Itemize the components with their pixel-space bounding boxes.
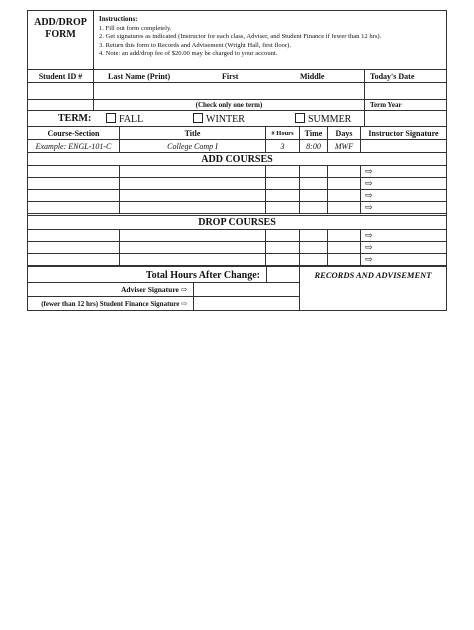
todays-date-header: Today's Date bbox=[364, 69, 447, 83]
arrow-right-icon: ⇨ bbox=[365, 178, 373, 188]
summer-checkbox[interactable] bbox=[295, 113, 305, 123]
winter-checkbox[interactable] bbox=[193, 113, 203, 123]
name-header bbox=[93, 69, 365, 83]
student-name-field[interactable] bbox=[93, 82, 365, 100]
title-box bbox=[27, 10, 94, 70]
instruction-3: 3. Return this form to Records and Advisement (Wright Hall, first floor). bbox=[99, 41, 292, 49]
drop-course-cell[interactable] bbox=[327, 253, 361, 266]
drop-course-signature-cell[interactable] bbox=[360, 253, 447, 266]
instructions-heading: Instructions: bbox=[99, 15, 138, 23]
arrow-right-icon: ⇨ bbox=[365, 242, 373, 252]
col-title: Title bbox=[119, 126, 266, 140]
add-course-cell[interactable] bbox=[327, 201, 361, 214]
student-id-field[interactable] bbox=[27, 82, 94, 100]
term-year-field[interactable] bbox=[364, 110, 447, 127]
col-hours: # Hours bbox=[265, 126, 300, 140]
term-option-summer[interactable] bbox=[295, 113, 351, 125]
example-time: 8:00 bbox=[299, 139, 328, 153]
finance-signature-label: (fewer than 12 hrs) Student Finance Signature ⇨ bbox=[27, 296, 194, 311]
add-course-signature-cell[interactable] bbox=[360, 201, 447, 214]
example-hours: 3 bbox=[265, 139, 300, 153]
add-course-cell[interactable] bbox=[119, 201, 266, 214]
col-days: Days bbox=[327, 126, 361, 140]
finance-signature-field[interactable] bbox=[193, 296, 300, 311]
drop-courses-title: DROP COURSES bbox=[27, 215, 447, 230]
student-id-header: Student ID # bbox=[27, 69, 94, 83]
add-drop-form bbox=[27, 10, 447, 311]
term-label: TERM: bbox=[58, 113, 92, 124]
records-and-advisement-box: RECORDS AND ADVISEMENT bbox=[299, 266, 447, 311]
add-course-cell[interactable] bbox=[27, 201, 120, 214]
total-hours-field[interactable] bbox=[266, 266, 300, 283]
form-title-line2: FORM bbox=[45, 29, 76, 40]
adviser-signature-label: Adviser Signature ⇨ bbox=[27, 282, 194, 297]
add-course-cell[interactable] bbox=[265, 201, 300, 214]
add-course-cell[interactable] bbox=[299, 201, 328, 214]
term-option-winter[interactable] bbox=[193, 113, 245, 125]
arrow-right-icon: ⇨ bbox=[365, 190, 373, 200]
col-instructor-signature: Instructor Signature bbox=[360, 126, 447, 140]
instruction-2: 2. Get signatures as indicated (Instructor for each class, Adviser, and Student Finance if fewer than 12 hrs). bbox=[99, 33, 382, 41]
drop-course-cell[interactable] bbox=[119, 253, 266, 266]
fall-checkbox[interactable] bbox=[106, 113, 116, 123]
term-year-header: Term Year bbox=[364, 99, 447, 111]
total-hours-label: Total Hours After Change: bbox=[27, 266, 267, 283]
col-time: Time bbox=[299, 126, 328, 140]
term-option-label: SUMMER bbox=[308, 114, 352, 125]
instructions-box bbox=[93, 10, 447, 70]
add-courses-title: ADD COURSES bbox=[27, 152, 447, 166]
form-title-line1: ADD/DROP bbox=[34, 17, 87, 28]
example-course-section: Example: ENGL-101-C bbox=[27, 139, 120, 153]
arrow-right-icon: ⇨ bbox=[365, 230, 373, 240]
instruction-1: 1. Fill out form completely. bbox=[99, 24, 172, 32]
last-name-header: Last Name (Print) bbox=[108, 71, 171, 81]
check-one-term-note: (Check only one term) bbox=[93, 99, 365, 111]
drop-course-cell[interactable] bbox=[265, 253, 300, 266]
term-row bbox=[27, 110, 365, 127]
term-option-label: FALL bbox=[119, 114, 144, 125]
first-name-header: First bbox=[222, 71, 239, 81]
example-signature bbox=[360, 139, 447, 153]
example-title: College Comp I bbox=[119, 139, 266, 153]
arrow-right-icon: ⇨ bbox=[365, 254, 373, 264]
adviser-signature-field[interactable] bbox=[193, 282, 300, 297]
middle-name-header: Middle bbox=[300, 71, 325, 81]
term-option-label: WINTER bbox=[206, 114, 245, 125]
arrow-right-icon: ⇨ bbox=[365, 202, 373, 212]
col-course-section: Course-Section bbox=[27, 126, 120, 140]
term-option-fall[interactable] bbox=[106, 113, 143, 125]
example-days: MWF bbox=[327, 139, 361, 153]
drop-course-cell[interactable] bbox=[299, 253, 328, 266]
todays-date-field[interactable] bbox=[364, 82, 447, 100]
instruction-4: 4. Note: an add/drop fee of $20.00 may be charged to your account. bbox=[99, 50, 278, 58]
drop-course-cell[interactable] bbox=[27, 253, 120, 266]
arrow-right-icon: ⇨ bbox=[365, 166, 373, 176]
